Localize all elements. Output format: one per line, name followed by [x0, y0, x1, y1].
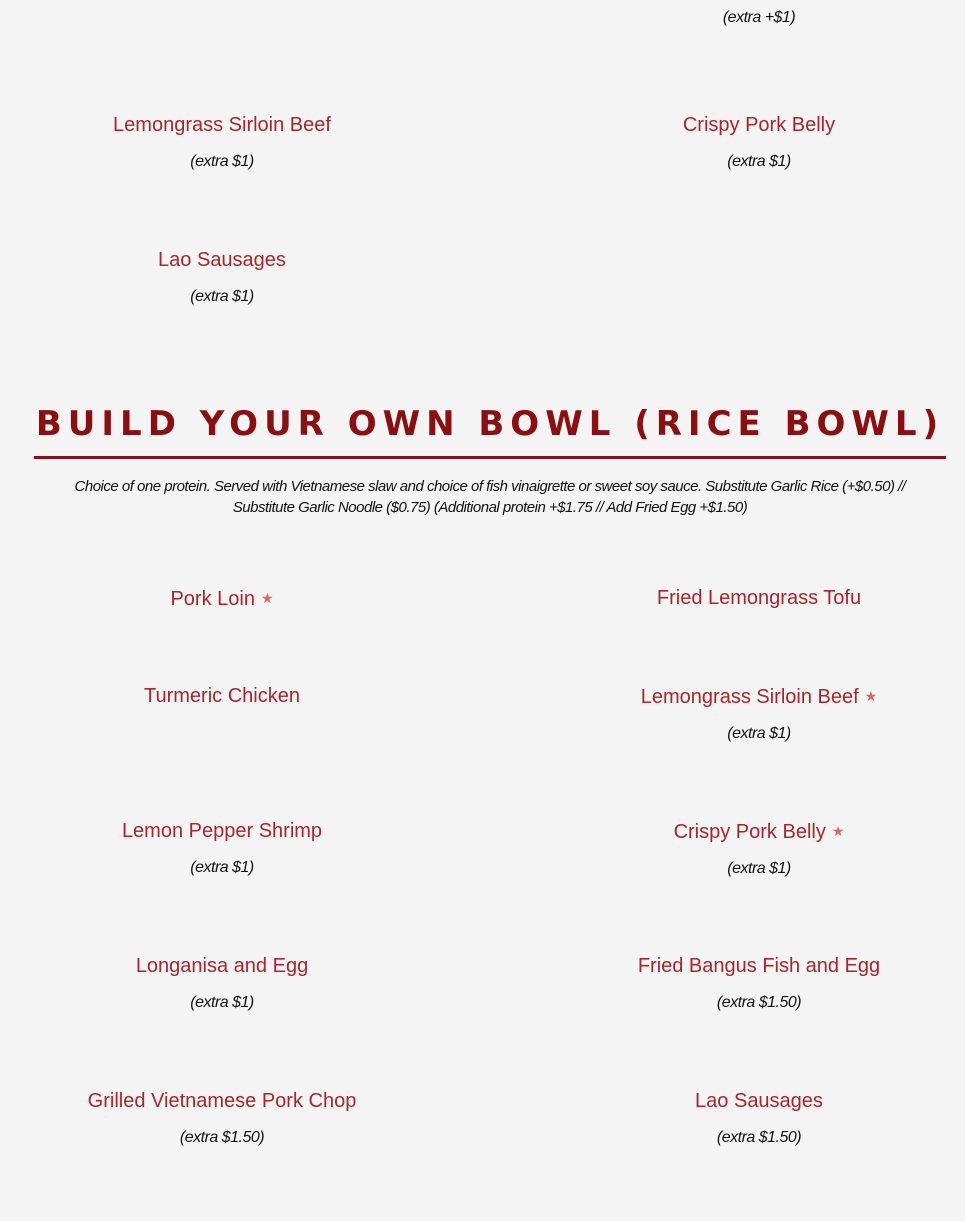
- menu-item: [0, 586, 462, 611]
- menu-item: [519, 113, 965, 172]
- star-icon: ★: [831, 823, 845, 839]
- menu-item-name: Pork Loin ★: [170, 588, 274, 610]
- menu-item-name: Fried Lemongrass Tofu: [656, 587, 862, 609]
- menu-item-name: Fried Bangus Fish and Egg: [637, 955, 881, 977]
- menu-item-name: Lemon Pepper Shrimp: [121, 820, 323, 842]
- menu-item-name: Longanisa and Egg: [135, 955, 309, 977]
- menu-item: [519, 684, 965, 744]
- menu-item-name: Lemongrass Sirloin Beef: [113, 114, 331, 136]
- section-description: Choice of one protein. Served with Vietnamese slaw and choice of fish vinaigrette or sweet soy sauce. Substitute Garlic Rice (+$0.50) // Substitute Garlic Noodle ($0.75) (Additional protein +$1.75 // Add Fried Egg +$1.50): [74, 478, 906, 516]
- menu-item-extra: (extra $1): [727, 153, 791, 170]
- menu-item: [0, 248, 462, 307]
- menu-item: [519, 819, 965, 879]
- menu-item-extra: (extra +$1): [722, 9, 796, 26]
- menu-item: [519, 954, 965, 1013]
- menu-item-name: Lemongrass Sirloin Beef ★: [640, 686, 878, 708]
- menu-item-extra: (extra $1): [190, 153, 254, 170]
- menu-item: [0, 954, 462, 1013]
- menu-item-cut-right: [519, 0, 965, 28]
- menu-item-name: Grilled Vietnamese Pork Chop: [87, 1090, 357, 1112]
- menu-item-extra: (extra $1): [727, 725, 791, 742]
- section-title: BUILD YOUR OWN BOWL (RICE BOWL): [35, 404, 945, 444]
- menu-item-extra: (extra $1): [190, 288, 254, 305]
- star-icon: ★: [260, 590, 274, 606]
- menu-item-name: Crispy Pork Belly: [682, 114, 836, 136]
- menu-item: [0, 1089, 462, 1148]
- menu-item-extra: (extra $1.50): [716, 1129, 802, 1146]
- menu-item: [519, 1089, 965, 1148]
- menu-item: [519, 586, 965, 610]
- menu-item-name: Crispy Pork Belly ★: [673, 821, 845, 843]
- menu-item-name: Lao Sausages: [695, 1090, 823, 1112]
- menu-item: [0, 113, 462, 172]
- menu-item-extra: (extra $1): [727, 860, 791, 877]
- menu-item-name: Turmeric Chicken: [144, 685, 300, 707]
- menu-item-extra: (extra $1): [190, 994, 254, 1011]
- star-icon: ★: [864, 688, 878, 704]
- menu-item: [0, 684, 462, 708]
- menu-item-name: Lao Sausages: [158, 249, 286, 271]
- section-divider: [34, 456, 946, 459]
- menu-item-extra: (extra $1.50): [716, 994, 802, 1011]
- menu-item-extra: (extra $1.50): [179, 1129, 265, 1146]
- menu-item-extra: (extra $1): [190, 859, 254, 876]
- menu-item: [0, 819, 462, 878]
